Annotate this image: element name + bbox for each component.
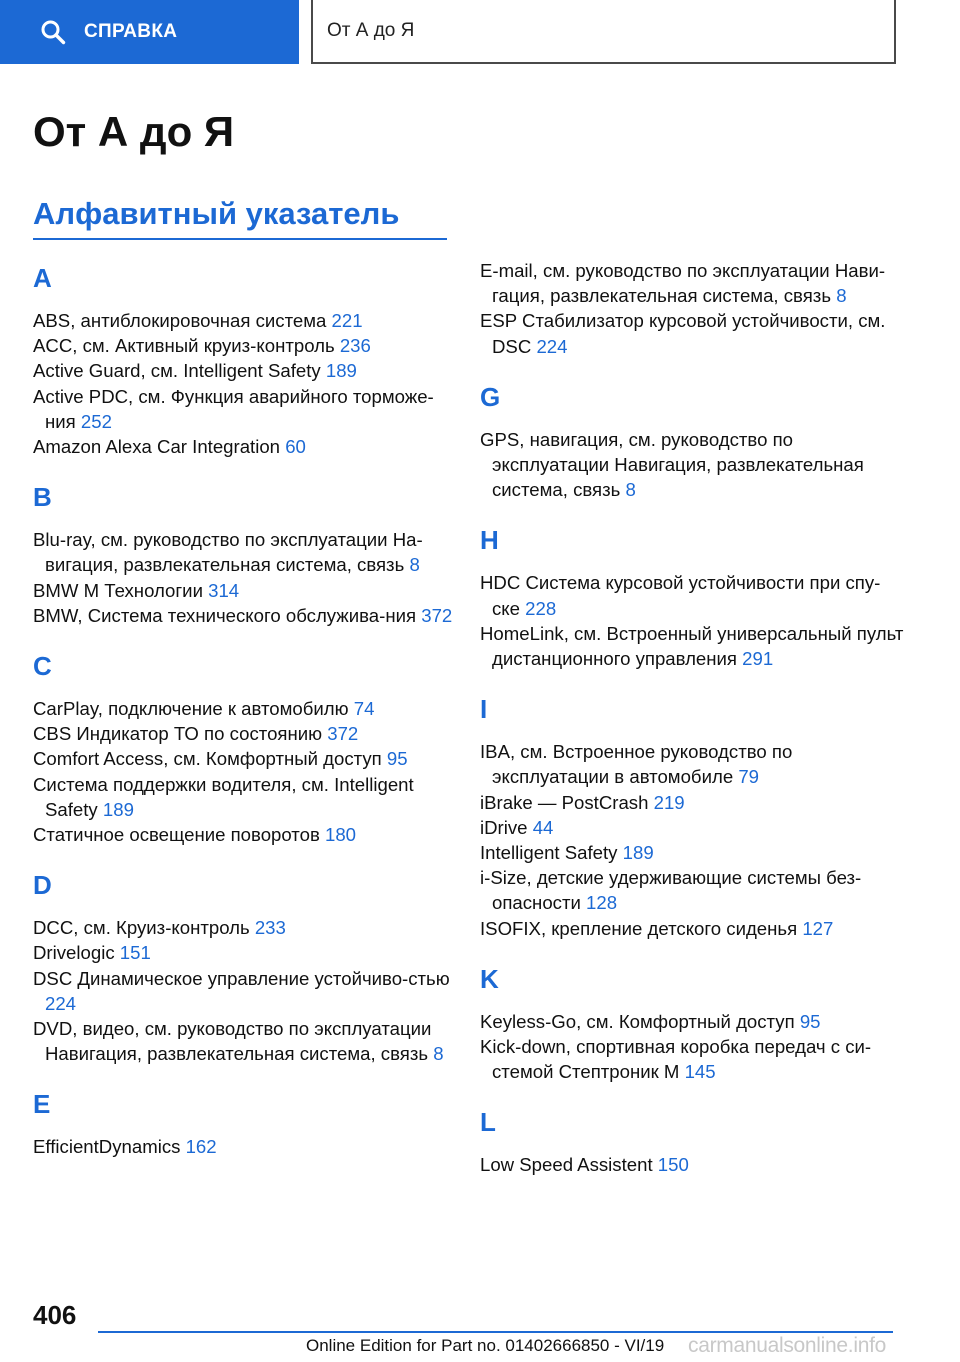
section-title: Алфавитный указатель <box>33 196 400 231</box>
help-tab[interactable] <box>0 0 299 64</box>
index-entry <box>33 696 453 721</box>
index-entry-text: Kick-down, спортивная коробка передач с си-стемой Стептроник M <box>480 1036 872 1083</box>
index-entry <box>33 333 453 358</box>
index-letter: K <box>480 963 499 994</box>
index-entry <box>33 746 453 771</box>
index-entry-text: ISOFIX, крепление детского сиденья <box>480 917 803 939</box>
index-group <box>480 1102 905 1177</box>
index-group <box>480 258 905 359</box>
index-letter: I <box>480 694 488 725</box>
index-entry-text: iDrive <box>480 816 533 838</box>
index-entry-text: i-Size, детские удерживающие системы без-опасности <box>480 867 862 914</box>
index-group <box>33 258 453 459</box>
index-entry-text: Amazon Alexa Car Integration <box>33 436 286 458</box>
index-entry-text: EfficientDynamics <box>33 1136 186 1158</box>
index-group <box>33 1084 453 1159</box>
index-entry-text: ABS, антиблокировочная система <box>33 310 332 331</box>
page-link[interactable]: 372 <box>421 604 453 626</box>
page-title: От А до Я <box>33 108 235 155</box>
index-entry-text: CarPlay, подключение к автомобилю <box>33 698 354 720</box>
index-entry <box>33 822 453 847</box>
index-entry <box>480 1152 905 1177</box>
index-group <box>33 865 453 1066</box>
index-letter: G <box>480 381 501 412</box>
index-entry <box>480 308 905 358</box>
index-entry <box>480 621 905 671</box>
index-entry <box>480 790 905 815</box>
index-entry-text: DVD, видео, см. руководство по эксплуатации Навигация, развлекательная система, связь <box>33 1018 434 1065</box>
index-entry-text: Статичное освещение поворотов <box>33 824 325 846</box>
page-link[interactable]: 189 <box>325 360 357 382</box>
index-entry <box>480 815 905 840</box>
page-link[interactable]: 224 <box>536 335 568 357</box>
index-entry-text: Low Speed Assistent <box>480 1154 658 1176</box>
index-entry-text: ESP Стабилизатор курсовой устойчивости, см. DSC <box>480 310 886 357</box>
index-column-left <box>33 258 453 1160</box>
index-entry <box>480 916 905 941</box>
page-link[interactable]: 8 <box>836 285 847 307</box>
index-entry <box>33 358 453 383</box>
index-group <box>480 520 905 671</box>
index-entry <box>33 434 453 459</box>
page-link[interactable]: 128 <box>586 892 618 914</box>
index-entry <box>33 527 453 577</box>
page-link[interactable]: 221 <box>331 310 363 331</box>
index-letter: C <box>33 651 52 682</box>
page-link[interactable]: 95 <box>799 1010 821 1032</box>
index-entry <box>33 1016 453 1066</box>
index-entry <box>33 384 453 434</box>
index-group <box>33 477 453 628</box>
help-tab-label: СПРАВКА <box>84 21 178 42</box>
index-entry <box>33 1134 453 1159</box>
page-link[interactable]: 372 <box>327 723 359 745</box>
index-group <box>480 959 905 1085</box>
index-entry-text: IBA, см. Встроенное руководство по эксплуатации в автомобиле <box>480 741 793 788</box>
index-entry-text: Keyless-Go, см. Комфортный доступ <box>480 1010 800 1032</box>
index-entry <box>33 721 453 746</box>
index-entry-text: DSC Динамическое управление устойчиво-стью <box>33 967 450 989</box>
page-link[interactable]: 60 <box>285 436 306 458</box>
page-link[interactable]: 8 <box>625 479 636 501</box>
index-column-right <box>480 258 905 1178</box>
page-link[interactable]: 79 <box>738 766 760 788</box>
page-link[interactable]: 145 <box>684 1061 716 1083</box>
page-link[interactable]: 162 <box>185 1136 217 1158</box>
page-link[interactable]: 228 <box>525 597 557 619</box>
index-entry-text: Drivelogic <box>33 942 120 964</box>
page-link[interactable]: 8 <box>433 1043 444 1065</box>
page-link[interactable]: 314 <box>208 579 240 601</box>
index-entry-text: GPS, навигация, см. руководство по эксплуатации Навигация, развлекательная система, связь <box>480 428 864 501</box>
index-letter: E <box>33 1089 51 1120</box>
page-link[interactable]: 189 <box>622 842 654 864</box>
page-link[interactable]: 127 <box>802 917 834 939</box>
page-link[interactable]: 219 <box>653 791 685 813</box>
index-group <box>33 646 453 847</box>
page-link[interactable]: 95 <box>386 748 408 770</box>
index-entry-text: CBS Индикатор ТО по состоянию <box>33 723 328 745</box>
index-entry <box>480 1034 905 1084</box>
index-entry-text: BMW M Технологии <box>33 579 209 601</box>
index-entry <box>480 739 905 789</box>
footer-divider <box>98 1331 893 1333</box>
index-entry-text: BMW, Система технического обслужива-ния <box>33 604 422 626</box>
index-letter: H <box>480 525 499 556</box>
section-divider <box>33 238 447 240</box>
index-entry-text: Blu-ray, см. руководство по эксплуатации На-вигация, развлекательная система, связь <box>33 529 423 576</box>
index-entry <box>480 1009 905 1034</box>
index-entry-text: HomeLink, см. Встроенный универсальный пульт дистанционного управления <box>480 622 904 670</box>
page-link[interactable]: 189 <box>102 798 134 820</box>
index-entry <box>33 603 453 628</box>
page-link[interactable]: 252 <box>80 410 112 432</box>
page-link[interactable]: 233 <box>254 917 286 939</box>
index-entry-text: E-mail, см. руководство по эксплуатации Нави-гация, развлекательная система, связь <box>480 260 886 307</box>
index-entry <box>480 427 905 503</box>
index-entry-text: Active Guard, см. Intelligent Safety <box>33 360 326 382</box>
breadcrumb[interactable] <box>311 0 896 64</box>
index-entry <box>33 578 453 603</box>
page-number: 406 <box>33 1300 77 1330</box>
page-link[interactable]: 150 <box>657 1154 689 1176</box>
index-letter: D <box>33 870 52 901</box>
index-letter: A <box>33 263 52 293</box>
index-entry-text: HDC Система курсовой устойчивости при спу-ске <box>480 572 881 619</box>
index-entry <box>33 966 453 1016</box>
index-letter: L <box>480 1107 496 1138</box>
index-entry <box>480 570 905 620</box>
index-entry-text: Intelligent Safety <box>480 842 623 864</box>
index-entry <box>480 258 905 308</box>
index-group <box>480 377 905 503</box>
breadcrumb-label: От А до Я <box>327 20 415 41</box>
index-entry <box>480 840 905 865</box>
index-entry-text: Система поддержки водителя, см. Intelligent Safety <box>33 773 414 820</box>
page-link[interactable]: 8 <box>409 554 420 576</box>
page-link[interactable]: 151 <box>119 942 151 964</box>
index-entry <box>33 940 453 965</box>
index-entry-text: Comfort Access, см. Комфортный доступ <box>33 748 387 770</box>
watermark: carmanualsonline.info <box>688 1334 886 1357</box>
index-entry <box>33 308 453 333</box>
page-link[interactable]: 236 <box>339 335 371 357</box>
page-link[interactable]: 74 <box>353 698 375 720</box>
index-entry-text: Active PDC, см. Функция аварийного торможе-ния <box>33 385 434 432</box>
page-link[interactable]: 224 <box>45 992 77 1014</box>
index-letter: B <box>33 482 52 513</box>
index-entry-text: DCC, см. Круиз-контроль <box>33 917 255 939</box>
index-entry <box>480 865 905 915</box>
page-link[interactable]: 180 <box>325 824 357 846</box>
index-entry-text: ACC, см. Активный круиз-контроль <box>33 335 340 357</box>
index-group <box>480 689 905 941</box>
edition-info: Online Edition for Part no. 01402666850 - VI/19 <box>306 1336 665 1355</box>
index-entry <box>33 915 453 940</box>
page-link[interactable]: 291 <box>742 648 774 670</box>
search-icon <box>40 19 66 45</box>
page-link[interactable]: 44 <box>532 816 554 838</box>
index-entry <box>33 772 453 822</box>
index-entry-text: iBrake — PostCrash <box>480 791 654 813</box>
